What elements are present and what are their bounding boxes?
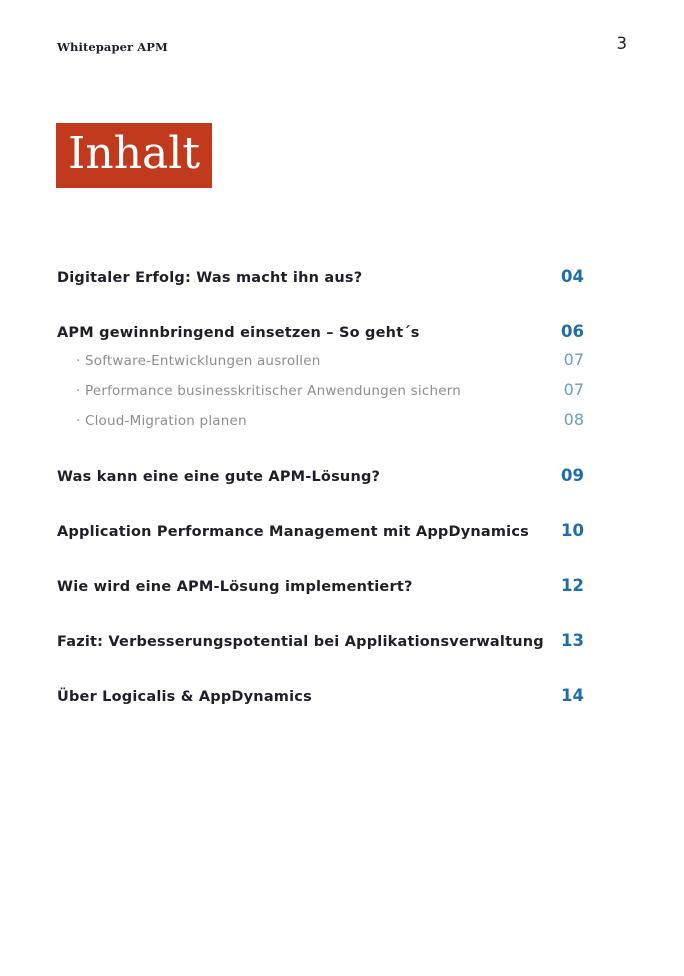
contents-title-banner <box>56 123 212 188</box>
toc-entry-label: Application Performance Management mit AppDynamics <box>57 524 529 540</box>
toc-entry-label: Fazit: Verbesserungspotential bei Applikationsverwaltung <box>57 634 544 650</box>
toc-entry-page-number: 04 <box>561 267 584 286</box>
page-number: 3 <box>616 34 627 53</box>
toc-entry-label: · Software-Entwicklungen ausrollen <box>76 353 321 369</box>
table-of-contents <box>57 258 584 706</box>
toc-entry-label: Über Logicalis & AppDynamics <box>57 689 312 705</box>
toc-entry-label: Wie wird eine APM-Lösung implementiert? <box>57 579 413 595</box>
contents-title: Inhalt <box>67 127 201 179</box>
toc-entry <box>57 322 584 342</box>
toc-entry <box>57 410 584 430</box>
toc-entry <box>57 267 584 287</box>
toc-entry-label: Digitaler Erfolg: Was macht ihn aus? <box>57 270 363 286</box>
toc-entry-page-number: 10 <box>561 521 584 540</box>
toc-entry-label: APM gewinnbringend einsetzen – So geht´s <box>57 325 420 341</box>
toc-entry-page-number: 09 <box>561 466 584 485</box>
toc-entry-label: · Performance businesskritischer Anwendungen sichern <box>76 383 462 399</box>
toc-entry <box>57 576 584 596</box>
toc-entry-page-number: 07 <box>563 350 584 369</box>
toc-entry-page-number: 14 <box>561 686 584 705</box>
toc-entry <box>57 350 584 370</box>
toc-entry-page-number: 08 <box>563 410 584 429</box>
toc-entry-label: Was kann eine eine gute APM-Lösung? <box>57 469 381 485</box>
toc-entry-page-number: 13 <box>561 631 584 650</box>
toc-entry <box>57 686 584 706</box>
toc-entry <box>57 380 584 400</box>
toc-entry <box>57 631 584 651</box>
toc-entry-page-number: 06 <box>561 322 584 341</box>
toc-entry <box>57 466 584 486</box>
toc-entry-page-number: 07 <box>563 380 584 399</box>
toc-entry-label: · Cloud-Migration planen <box>76 413 247 429</box>
document-header-label: Whitepaper APM <box>57 40 168 54</box>
toc-entry <box>57 521 584 541</box>
toc-entry-page-number: 12 <box>561 576 584 595</box>
